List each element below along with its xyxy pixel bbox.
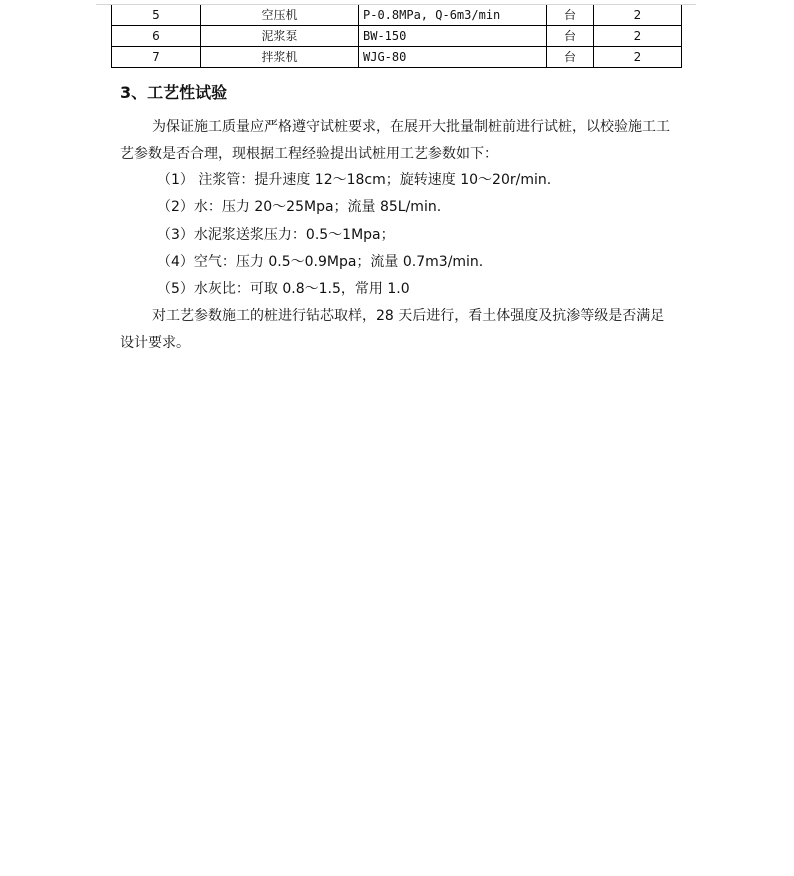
equipment-spec: P-0.8MPa, Q-6m3/min [359, 5, 547, 26]
parameter-item-1: （1） 注浆管：提升速度 12～18cm；旋转速度 10～20r/min. [157, 172, 552, 188]
table-row [112, 47, 682, 68]
intro-text: 为保证施工质量应严格遵守试桩要求，在展开大批量制桩前进行试桩，以校验施工工艺参数是否合理，现根据工程经验提出试桩用工艺参数如下： [120, 119, 670, 162]
equipment-table [111, 5, 682, 68]
row-number: 7 [112, 47, 201, 68]
equipment-unit: 台 [547, 5, 594, 26]
closing-paragraph [120, 303, 676, 357]
equipment-quantity: 2 [594, 5, 682, 26]
equipment-unit: 台 [547, 47, 594, 68]
parameter-item-2: （2）水：压力 20～25Mpa；流量 85L/min. [157, 199, 442, 215]
equipment-unit: 台 [547, 26, 594, 47]
table-row [112, 26, 682, 47]
closing-text: 对工艺参数施工的桩进行钻芯取样，28 天后进行，看土体强度及抗渗等级是否满足设计要求。 [120, 308, 665, 351]
equipment-name: 泥浆泵 [201, 26, 359, 47]
equipment-spec: BW-150 [359, 26, 547, 47]
parameter-item-4: （4）空气：压力 0.5～0.9Mpa；流量 0.7m3/min. [157, 254, 484, 270]
equipment-name: 空压机 [201, 5, 359, 26]
parameter-item-3: （3）水泥浆送浆压力：0.5～1Mpa； [157, 227, 395, 243]
table-row [112, 5, 682, 26]
equipment-quantity: 2 [594, 26, 682, 47]
equipment-name: 拌浆机 [201, 47, 359, 68]
row-number: 6 [112, 26, 201, 47]
row-number: 5 [112, 5, 201, 26]
equipment-spec: WJG-80 [359, 47, 547, 68]
intro-paragraph [120, 114, 676, 168]
parameter-item-5: （5）水灰比：可取 0.8～1.5，常用 1.0 [157, 281, 410, 297]
equipment-quantity: 2 [594, 47, 682, 68]
section-title: 3、工艺性试验 [120, 83, 228, 102]
